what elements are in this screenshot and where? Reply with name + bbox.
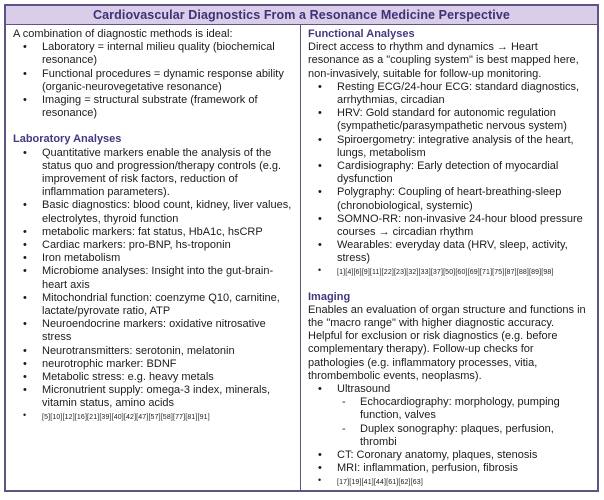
bullet-item: • MRI: inflammation, perfusion, fibrosis <box>308 462 591 475</box>
section-heading-imaging: Imaging <box>308 290 351 303</box>
bullet-item: • Quantitative markers enable the analysis of the status quo and progression/therapy controls (e.g. improvement of risk factors, reduction of inflammation parameters). <box>13 147 294 200</box>
bullet-item: • Micronutrient supply: omega-3 index, minerals, vitamin status, amino acids <box>13 384 294 410</box>
bullet-item: • Spiroergometry: integrative analysis of the heart, lungs, metabolism <box>308 134 591 160</box>
bullet-item: • Wearables: everyday data (HRV, sleep, activity, stress) <box>308 239 591 265</box>
bullet-item: • Resting ECG/24-hour ECG: standard diagnostics, arrhythmias, circadian <box>308 81 591 107</box>
sub-bullet-item: - Echocardiography: morphology, pumping function, valves <box>308 396 591 422</box>
bullet-item: • HRV: Gold standard for autonomic regulation (sympathetic/parasympathetic nervous system) <box>308 107 591 133</box>
bullet-item: • Iron metabolism <box>13 252 294 265</box>
bullet-item: • Basic diagnostics: blood count, kidney, liver values, electrolytes, thyroid function <box>13 199 294 225</box>
functional-bullet-list <box>308 81 591 278</box>
bullet-item: • Neurotransmitters: serotonin, melatonin <box>13 345 294 358</box>
diagnostics-table <box>4 4 599 492</box>
right-column <box>301 25 597 490</box>
bullet-item: • Cardisiography: Early detection of myocardial dysfunction <box>308 160 591 186</box>
functional-lead: Direct access to rhythm and dynamics → Heart resonance as a "coupling system" is best mapped here, non-invasively, suitable for follow-up monitoring. <box>308 41 579 80</box>
laboratory-bullet-list <box>13 147 294 423</box>
bullet-item: • Microbiome analyses: Insight into the gut-brain-heart axis <box>13 265 294 291</box>
bullet-item: • neurotrophic marker: BDNF <box>13 358 294 371</box>
imaging-bullet-list <box>308 383 591 487</box>
bullet-item: • Functional procedures = dynamic response ability (organic-neurovegetative resonance) <box>13 68 294 94</box>
section-heading-laboratory: Laboratory Analyses <box>13 133 122 146</box>
imaging-lead: Enables an evaluation of organ structure and functions in the "macro range" with higher diagnostic accuracy. Helpful for exclusion or risk diagnostics (e.g. before complementary therapy). Follow-up checks for pathologies (e.g. inflammatory processes, vitia, thrombembolic events, neoplasms). <box>308 303 586 382</box>
intro-lead: A combination of diagnostic methods is ideal: <box>13 28 233 40</box>
bullet-item: • Ultrasound <box>308 383 591 396</box>
bullet-item: • Polygraphy: Coupling of heart-breathing-sleep (chronobiological, systemic) <box>308 186 591 212</box>
bullet-item: • Neuroendocrine markers: oxidative nitrosative stress <box>13 318 294 344</box>
bullet-item: • Metabolic stress: e.g. heavy metals <box>13 371 294 384</box>
reference-list-laboratory: • [5][10][12][16][21][39][40][42][47][57][58][77][81][91] <box>13 411 294 423</box>
bullet-item: • CT: Coronary anatomy, plaques, stenosis <box>308 449 591 462</box>
bullet-item: • SOMNO-RR: non-invasive 24-hour blood pressure courses → circadian rhythm <box>308 213 591 239</box>
reference-list-imaging: • [17][19][41][44][61][62][63] <box>308 476 591 488</box>
bullet-item: • Laboratory = internal milieu quality (biochemical resonance) <box>13 41 294 67</box>
left-column <box>6 25 301 490</box>
bullet-item: • metabolic markers: fat status, HbA1c, hsCRP <box>13 226 294 239</box>
section-heading-functional: Functional Analyses <box>308 28 415 40</box>
table-title: Cardiovascular Diagnostics From a Resonance Medicine Perspective <box>6 6 597 25</box>
intro-bullet-list <box>13 41 294 120</box>
bullet-item: • Cardiac markers: pro-BNP, hs-troponin <box>13 239 294 252</box>
reference-list-functional: • [1][4][6][9][11][22][23][32][33][37][50][60][69][71][75][87][88][89][98] <box>308 266 591 278</box>
bullet-item: • Mitochondrial function: coenzyme Q10, carnitine, lactate/pyrovate ratio, ATP <box>13 292 294 318</box>
bullet-item: • Imaging = structural substrate (framework of resonance) <box>13 94 294 120</box>
sub-bullet-item: - Duplex sonography: plaques, perfusion, thrombi <box>308 423 591 449</box>
table-body <box>6 25 597 490</box>
